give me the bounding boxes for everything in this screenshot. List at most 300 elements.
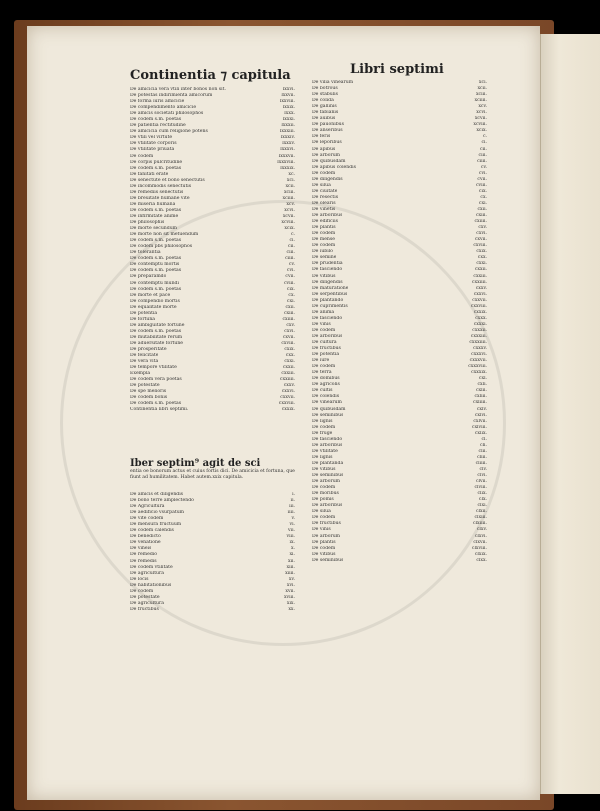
entry-number: lxxix.	[282, 105, 295, 111]
entry-title: De contemptu mortis	[130, 262, 180, 268]
entry-title: De fortuna	[130, 316, 156, 322]
entry-number: xcviii.	[473, 122, 487, 128]
entry-title: De feris	[312, 134, 331, 140]
entry-title: De morte non sit metuendum	[130, 232, 199, 238]
entry-number: cxiiii.	[474, 219, 487, 225]
entry-number: cxxiiii.	[471, 279, 487, 285]
entry-number: cxx.	[285, 353, 295, 359]
entry-title: De morte secundum	[130, 226, 178, 232]
entry-title: De lignis	[312, 454, 333, 460]
entry-number: xiiii.	[285, 570, 295, 576]
entry-title: De pauonibus	[312, 122, 344, 128]
entry-number: cxvi.	[284, 328, 295, 334]
contents-entry	[312, 558, 487, 564]
entry-number: cxlii.	[475, 388, 487, 394]
entry-title: De codem s.m. poetas	[130, 268, 182, 274]
entry-title: De benedicto	[130, 534, 161, 540]
entry-number: ciii.	[286, 250, 295, 256]
entry-number: lxxxiii.	[279, 129, 295, 135]
entry-title: De domibus	[312, 376, 340, 382]
contents-entry	[130, 407, 295, 413]
entry-title: De cultura	[312, 340, 337, 346]
entry-title: De lignis	[312, 418, 333, 424]
entry-title: De remediis senectutis	[130, 189, 184, 195]
entry-title: De codem	[130, 153, 154, 159]
entry-title: De vilia vinearum	[312, 80, 354, 85]
entry-number: cxxx.	[475, 315, 487, 321]
entry-title: De codem s.m. poetas	[130, 165, 182, 171]
entry-number: clxix.	[474, 551, 487, 557]
entry-title: De edificiis	[312, 219, 338, 225]
entry-title: De vitibus	[312, 273, 336, 279]
entry-title: De agricultura	[130, 570, 164, 576]
entry-number: lxxxi.	[282, 117, 295, 123]
entry-number: xcii.	[477, 86, 487, 92]
entry-number: xvi.	[286, 582, 295, 588]
entry-title: De potestate	[130, 594, 160, 600]
entry-title: De codem s.m. poetas	[130, 401, 182, 407]
entry-title: Exempla	[130, 371, 151, 377]
entry-number: lxxxix.	[280, 165, 295, 171]
entry-title: De codem vtilitate	[130, 564, 173, 570]
entry-title: De locis	[130, 576, 149, 582]
entry-number: lxxxii.	[281, 123, 295, 129]
incipit-block	[130, 458, 300, 481]
entry-number: cxxvii.	[472, 297, 487, 303]
entry-title: De fruge	[312, 430, 333, 436]
entry-title: De amicicia cum religione potens	[130, 129, 208, 135]
entry-title: De amicis societati philosophos	[130, 111, 204, 117]
entry-title: De silua	[312, 182, 331, 188]
left-contents-column-2	[130, 492, 295, 613]
entry-title: De remedio	[130, 552, 158, 558]
entry-title: De incommodis senectutis	[130, 183, 192, 189]
entry-number: cxi.	[286, 298, 295, 304]
entry-title: De codem	[312, 545, 336, 551]
entry-title: De prosperitate	[130, 347, 167, 353]
entry-title: De vtilitate	[312, 448, 338, 454]
entry-title: De arborum	[312, 533, 341, 539]
entry-number: cxiiii.	[282, 316, 295, 322]
entry-number: x.	[290, 546, 295, 552]
entry-title: De olearis	[312, 200, 336, 206]
entry-title: De potestas indirimienta amicorum	[130, 93, 213, 99]
entry-number: lxxvii.	[281, 93, 295, 99]
entry-number: cv.	[288, 262, 295, 268]
entry-number: clxv.	[476, 527, 487, 533]
entry-number: cxxxvi.	[471, 352, 487, 358]
entry-number: cxli.	[477, 382, 487, 388]
entry-title: De agricolis	[312, 382, 340, 388]
entry-title: De maturatione	[312, 285, 349, 291]
entry-title: De tolerantia	[130, 250, 161, 256]
entry-number: xii.	[288, 558, 295, 564]
entry-title: Continentia libri septimi.	[130, 407, 189, 413]
entry-title: De aedificio vsurpatum	[130, 510, 185, 516]
entry-number: cxlvii.	[473, 418, 487, 424]
entry-title: De colendis	[312, 394, 340, 400]
entry-number: lxxxvii.	[278, 153, 295, 159]
entry-number: cxix.	[476, 249, 487, 255]
entry-number: cx.	[288, 292, 295, 298]
entry-title: De pomis	[312, 497, 334, 503]
entry-title: De codem	[312, 515, 336, 521]
entry-number: cxxvi.	[473, 291, 487, 297]
entry-number: cxlviii.	[471, 424, 487, 430]
entry-number: clvii.	[475, 479, 487, 485]
entry-title: De remedis	[130, 558, 157, 564]
entry-title: De codem	[312, 243, 336, 249]
entry-title: De codem	[312, 424, 336, 430]
entry-title: De compendio mortis	[130, 298, 180, 304]
entry-number: xcvi.	[476, 110, 487, 116]
entry-number: cxxiiii.	[279, 377, 295, 383]
entry-number: xcv.	[478, 104, 487, 110]
entry-number: cxvi.	[476, 231, 487, 237]
entry-title: De vite codem	[130, 516, 164, 522]
entry-title: De quibusdam	[312, 406, 346, 412]
entry-title: De equalitate morte	[130, 304, 177, 310]
entry-title: De fabianis	[312, 110, 339, 116]
entry-number: clviii.	[474, 485, 487, 491]
entry-title: De plantis	[312, 225, 336, 231]
entry-number: cxix.	[284, 347, 295, 353]
entry-title: De seminibus	[312, 473, 344, 479]
entry-number: cxxviii.	[470, 303, 487, 309]
entry-number: cli.	[480, 442, 487, 448]
entry-number: xcvii.	[474, 116, 487, 122]
entry-number: cl.	[481, 436, 487, 442]
entry-number: cxxxiiii.	[469, 340, 487, 346]
entry-title: De resectis	[312, 194, 339, 200]
entry-number: cxxxii.	[472, 327, 487, 333]
entry-number: xciiii.	[282, 195, 295, 201]
entry-number: ciii.	[478, 152, 487, 158]
entry-number: clxiii.	[474, 515, 487, 521]
entry-title: De colida	[312, 98, 334, 104]
entry-number: xi.	[289, 552, 295, 558]
entry-number: cvii.	[477, 176, 487, 182]
entry-title: De contemptu mundi	[130, 280, 179, 286]
entry-number: cix.	[286, 286, 295, 292]
entry-number: ii.	[290, 498, 295, 504]
entry-title: De plantis	[312, 539, 336, 545]
entry-number: cxliii.	[474, 394, 487, 400]
entry-number: lxxxiv.	[280, 135, 295, 141]
entry-number: cxliiii.	[473, 400, 487, 406]
entry-number: xci.	[478, 80, 487, 85]
entry-number: cxxv.	[283, 383, 295, 389]
entry-title: De breuitate humane vite	[130, 195, 190, 201]
entry-number: cxiii.	[283, 310, 295, 316]
entry-title: De vineis	[130, 546, 152, 552]
entry-number: cxxxiii.	[470, 333, 487, 339]
entry-number: lxxxv.	[282, 141, 295, 147]
entry-title: De apibus colendis	[312, 164, 356, 170]
entry-number: cxxix.	[473, 309, 487, 315]
entry-number: lxxx.	[284, 111, 295, 117]
entry-title: De seminibus	[312, 412, 344, 418]
entry-number: cxviii.	[473, 243, 487, 249]
entry-number: cix.	[478, 188, 487, 194]
entry-title: De semine	[312, 255, 337, 261]
entry-number: cxxiii.	[281, 371, 295, 377]
entry-title: De codem	[130, 588, 154, 594]
entry-title: De codem	[312, 170, 336, 176]
entry-number: v.	[291, 516, 295, 522]
entry-title: De ciuitate	[312, 188, 338, 194]
entry-title: De codem s.m. poetas	[130, 207, 182, 213]
entry-number: vi.	[289, 522, 295, 528]
entry-title: De mensura fructuum	[130, 522, 182, 528]
entry-number: cxviii.	[281, 340, 295, 346]
entry-title: De codem	[312, 231, 336, 237]
entry-title: De leporibus	[312, 140, 342, 146]
entry-number: cxxv.	[475, 285, 487, 291]
entry-title: De arboribus	[312, 333, 343, 339]
entry-number: ciiii.	[477, 158, 487, 164]
entry-title: De serpentibus	[312, 291, 348, 297]
entry-title: De vera vita	[130, 359, 159, 365]
entry-title: De auibus	[312, 116, 336, 122]
entry-number: cvi.	[478, 170, 487, 176]
entry-title: De codem s.m. poetas	[130, 238, 182, 244]
entry-number: clii.	[478, 448, 487, 454]
entry-title: De diligendis	[312, 279, 343, 285]
entry-number: cxx.	[477, 255, 487, 261]
entry-number: iii.	[289, 504, 295, 510]
entry-title: De arboribus	[312, 503, 343, 509]
entry-title: De apibus	[312, 146, 336, 152]
entry-number: xcii.	[285, 183, 295, 189]
entry-title: De codem s.m. poetas	[130, 117, 182, 123]
entry-title: De corpis pulcritudine	[130, 159, 183, 165]
entry-title: De fasciendo	[312, 436, 343, 442]
entry-title: De iubilo	[312, 249, 333, 255]
entry-number: cx.	[480, 194, 487, 200]
entry-title: De iure	[312, 358, 330, 364]
entry-title: De agricultura	[130, 600, 164, 606]
entry-title: De habitationibus	[130, 582, 172, 588]
entry-number: cxxvi.	[281, 389, 295, 395]
entry-number: xcvi.	[284, 207, 295, 213]
entry-number: clix.	[477, 491, 487, 497]
entry-number: xix.	[286, 600, 295, 606]
entry-number: xx.	[288, 606, 295, 612]
entry-title: De codem s.m. poetas	[130, 256, 182, 262]
entry-number: ix.	[289, 540, 295, 546]
entry-title: De plantando	[312, 297, 344, 303]
facing-page-edge	[540, 34, 600, 794]
entry-title: De fanitati erate	[130, 171, 169, 177]
entry-number: lxxviii.	[279, 99, 295, 105]
entry-number: cliii.	[477, 454, 487, 460]
entry-title: De potestate	[130, 383, 160, 389]
entry-number: cii.	[480, 146, 487, 152]
entry-number: cliiii.	[475, 460, 487, 466]
entry-title: De vtilitate corporis	[130, 141, 177, 147]
entry-number: lxxvi.	[282, 87, 295, 92]
entry-number: cxvii.	[282, 334, 295, 340]
entry-title: De vinis	[312, 527, 331, 533]
entry-title: De fructibus	[312, 346, 341, 352]
entry-number: cxxxix.	[471, 370, 487, 376]
entry-title: De codem	[312, 364, 336, 370]
entry-title: De prudentia	[312, 261, 343, 267]
entry-title: De arborum	[312, 152, 341, 158]
entry-number: clxx.	[476, 557, 487, 563]
entry-title: De fasciendo	[312, 267, 343, 273]
entry-number: xvii.	[285, 588, 295, 594]
entry-number: lxxxvi.	[280, 147, 295, 153]
entry-title: De vinetis	[312, 206, 336, 212]
contents-entry	[130, 607, 295, 613]
entry-number: cxxvii.	[280, 395, 295, 401]
entry-title: De amicicia vera vtili inter bonos non sit.	[130, 87, 226, 92]
entry-number: clxiiii.	[473, 521, 487, 527]
entry-number: cxii.	[477, 206, 487, 212]
entry-number: clv.	[479, 467, 487, 472]
entry-number: cviii.	[283, 280, 295, 286]
entry-title: De terra	[312, 370, 332, 376]
entry-title: De quibusdam	[312, 158, 346, 164]
entry-number: clx.	[478, 497, 487, 503]
entry-number: cxl.	[478, 376, 487, 382]
entry-number: i.	[292, 492, 295, 497]
entry-title: De silua	[312, 509, 331, 515]
entry-number: cxxxviii.	[468, 364, 487, 370]
entry-title: De ambiguitate fortune	[130, 322, 185, 328]
entry-title: De stabulis	[312, 92, 338, 98]
entry-title: De cultis	[312, 388, 333, 394]
entry-number: cxii.	[285, 304, 295, 310]
right-heading: Libri septimi	[350, 62, 444, 77]
entry-title: De codem vera poetas	[130, 377, 182, 383]
entry-title: De codem pbs philosophos	[130, 244, 193, 250]
entry-number: ci.	[481, 140, 487, 146]
incipit-text: entia oe bonorum actus et cuius fortis dici. De amicicia et fortuna, que fiunt ad humilitatem. Habet autem.xxix capitula.	[130, 469, 295, 480]
entry-number: iiii.	[287, 510, 295, 516]
entry-number: xviii.	[283, 594, 295, 600]
entry-number: xcvii.	[282, 213, 295, 219]
entry-title: De felicitate	[130, 353, 159, 359]
entry-number: clxvi.	[474, 533, 487, 539]
entry-title: De potentia	[312, 352, 340, 358]
entry-title: De anima	[312, 309, 335, 315]
entry-number: xcviii.	[281, 220, 295, 226]
entry-title: De preparamdo	[130, 274, 167, 280]
entry-title: De patientia rectitudine	[130, 123, 186, 129]
entry-title: De spe melioris	[130, 389, 167, 395]
incipit-heading: Iber septim⁹ agit de sci	[130, 458, 261, 469]
entry-title: De botrous	[312, 86, 338, 92]
entry-title: De philosophis	[130, 220, 165, 226]
entry-title: De compendimento amicicie	[130, 105, 197, 111]
entry-title: De gallinis	[312, 104, 337, 110]
entry-number: cxxviii.	[278, 401, 295, 407]
entry-title: De fasciendo	[312, 315, 343, 321]
entry-number: cxv.	[478, 225, 487, 231]
entry-number: cvi.	[286, 268, 295, 274]
entry-title: De infirmitate anime	[130, 213, 179, 219]
entry-title: De vitibus	[312, 551, 336, 557]
entry-title: De codem s.m. poetas	[130, 286, 182, 292]
entry-number: cxxxv.	[473, 346, 487, 352]
entry-title: De diligendis	[312, 176, 343, 182]
entry-title: De senectute et bono senectutis	[130, 177, 205, 183]
entry-title: De vtilitate priuata	[130, 147, 175, 153]
entry-title: De moribus	[312, 491, 339, 497]
entry-title: De forma iuris amicicie	[130, 99, 185, 105]
entry-number: cxxi.	[476, 261, 487, 267]
entry-number: clvi.	[477, 473, 487, 479]
entry-number: cxxii.	[282, 365, 295, 371]
entry-title: De Agricultura	[130, 504, 165, 510]
entry-number: cviii.	[475, 182, 487, 188]
entry-title: De codem	[312, 327, 336, 333]
entry-number: cxlv.	[476, 406, 487, 412]
entry-number: xciiii.	[474, 98, 487, 104]
entry-number: cxiii.	[475, 213, 487, 219]
entry-number: clxvii.	[473, 539, 487, 545]
entry-number: cxi.	[478, 200, 487, 206]
entry-number: xiii.	[286, 564, 295, 570]
entry-title: De vitibus	[312, 467, 336, 472]
entry-number: clxviii.	[471, 545, 487, 551]
entry-number: xciii.	[475, 92, 487, 98]
entry-title: De codem calendis	[130, 528, 174, 534]
entry-title: De vinis	[312, 321, 331, 327]
entry-title: De venatione	[130, 540, 161, 546]
entry-number: xciii.	[283, 189, 295, 195]
entry-title: De arboribus	[312, 442, 343, 448]
left-contents-column	[130, 87, 295, 414]
entry-title: De arborum	[312, 479, 341, 485]
entry-number: lxxxviii.	[277, 159, 295, 165]
entry-number: c.	[290, 232, 295, 238]
entry-number: cxlvi.	[474, 412, 487, 418]
entry-number: cxxi.	[284, 359, 295, 365]
entry-title: De fructibus	[312, 521, 341, 527]
entry-title: De cuprimentis	[312, 303, 348, 309]
entry-number: ciiii.	[285, 256, 295, 262]
entry-title: De bono terre amplectendo	[130, 498, 194, 504]
entry-number: clxii.	[475, 509, 487, 515]
entry-title: De codem	[312, 485, 336, 491]
entry-number: vii.	[288, 528, 295, 534]
left-heading: Continentia ⁊ capitula	[130, 68, 291, 83]
entry-number: cxxii.	[474, 267, 487, 273]
entry-title: De mense	[312, 237, 335, 243]
entry-title: De amicis et diligendis	[130, 492, 184, 497]
entry-number: xci.	[286, 177, 295, 183]
entry-number: cxxiii.	[473, 273, 487, 279]
entry-title: De vinearum	[312, 400, 342, 406]
entry-title: De plantanda	[312, 460, 344, 466]
entry-number: cxlix.	[474, 430, 487, 436]
entry-number: cxxxi.	[473, 321, 487, 327]
entry-title: De seminibus	[312, 557, 344, 563]
entry-number: cxxix.	[281, 407, 295, 413]
entry-title: De aduersitate fortune	[130, 340, 183, 346]
entry-number: xv.	[288, 576, 295, 582]
entry-number: cxv.	[286, 322, 295, 328]
entry-title: De mutabilitate rerum	[130, 334, 183, 340]
entry-number: xcix.	[284, 226, 295, 232]
entry-number: viii.	[286, 534, 295, 540]
entry-title: De vtili vel virtute	[130, 135, 173, 141]
entry-number: cvii.	[285, 274, 295, 280]
